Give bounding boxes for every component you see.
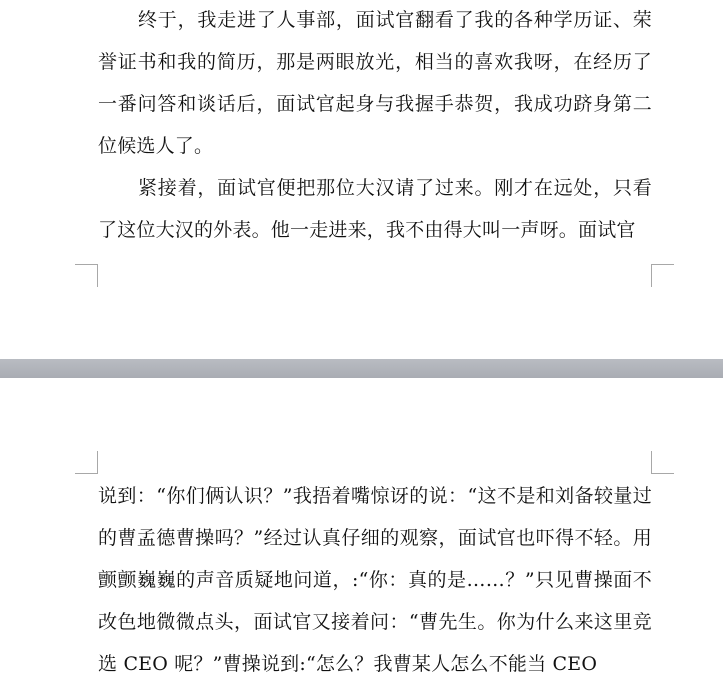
- margin-corner-mark-bottom-right: [651, 264, 674, 287]
- page1-paragraph-2[interactable]: 紧接着，面试官便把那位大汉请了过来。刚才在远处，只看了这位大汉的外表。他一走进来，我不由得大叫一声呀。面试官: [98, 177, 652, 241]
- page-break-gap: [0, 359, 723, 378]
- margin-corner-mark-bottom-left: [75, 264, 98, 287]
- margin-corner-mark-top-left: [75, 451, 98, 474]
- page2-paragraph-1[interactable]: 说到：“你们俩认识？”我捂着嘴惊讶的说：“这不是和刘备较量过的曹孟德曹操吗？”经过认真仔细的观察，面试官也吓得不轻。用颤颤巍巍的声音质疑地问道，:“你：真的是……？”只见曹操面不改色地微微点头，面试官又接着问：“曹先生。你为什么来这里竞选 CEO 呢？”曹操说到:“怎么？我曹某人怎么不能当 CEO: [98, 485, 652, 675]
- margin-corner-mark-top-right: [651, 451, 674, 474]
- page1-paragraph-1[interactable]: 终于，我走进了人事部，面试官翻看了我的各种学历证、荣誉证书和我的简历，那是两眼放光，相当的喜欢我呀，在经历了一番问答和谈话后，面试官起身与我握手恭贺，我成功跻身第二位候选人了。: [98, 9, 652, 157]
